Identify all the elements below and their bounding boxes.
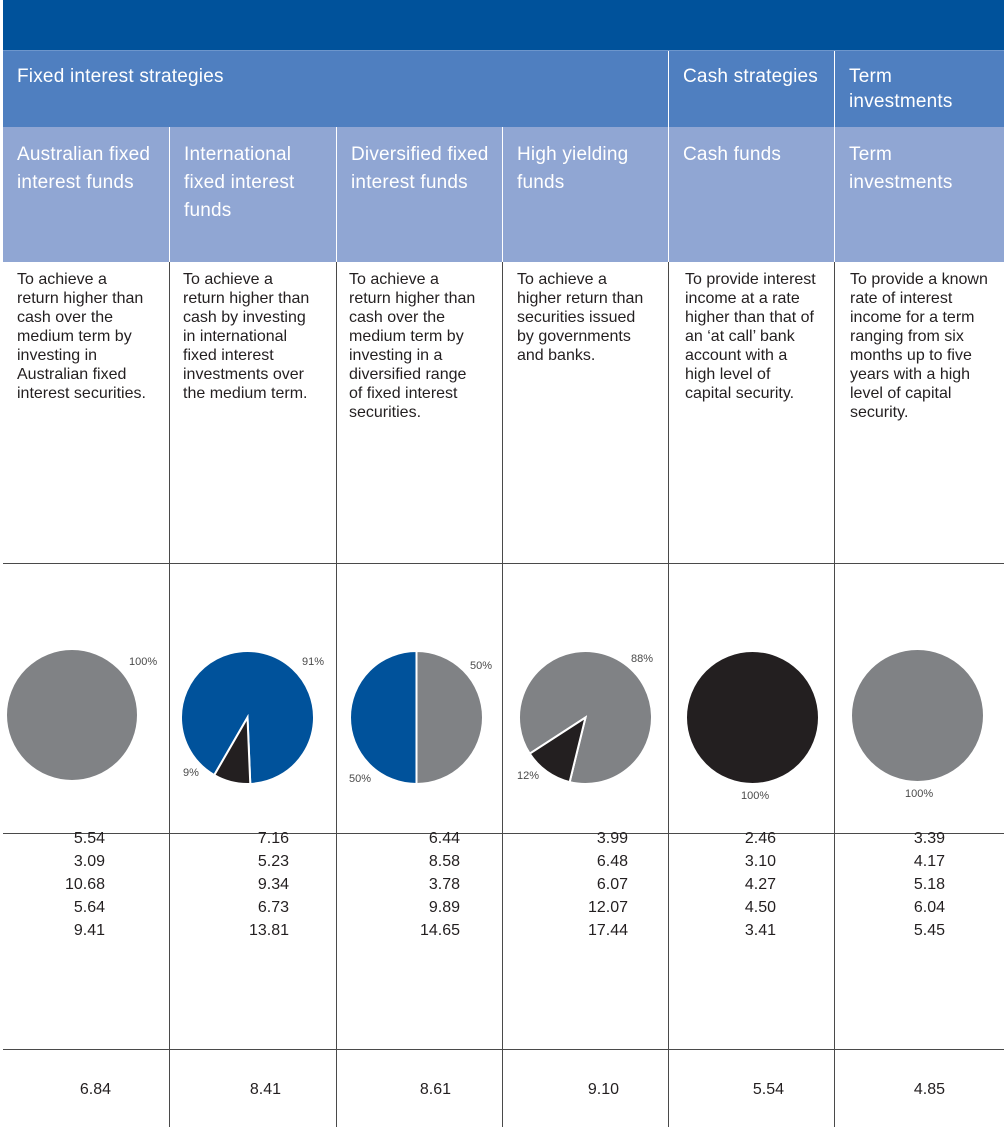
return-value: 5.54 (73, 830, 105, 847)
return-value: 9.89 (428, 899, 460, 916)
return-value: 3.41 (744, 922, 776, 939)
allocation-pie-australian (5, 648, 139, 782)
allocation-pie-diversified (349, 650, 484, 785)
objective-high-yielding: To achieve a higher return than securities issued by governments and banks. (517, 271, 644, 364)
return-value: 3.10 (744, 853, 776, 870)
pie-label: 50% (349, 773, 372, 785)
return-value: 3.39 (913, 830, 945, 847)
returns-term (885, 827, 945, 942)
grid-divider (502, 262, 503, 1127)
return-value: 8.58 (428, 853, 460, 870)
return-value: 6.48 (596, 853, 628, 870)
objective-term: To provide a known rate of interest income for a term ranging from six months up to five years with a high level of capital security. (850, 271, 988, 421)
return-value: 14.65 (419, 922, 460, 939)
fund-type-australian: Australian fixed interest funds (17, 144, 151, 193)
grid-divider (668, 262, 669, 1127)
return-value: 3.09 (73, 853, 105, 870)
objective-diversified: To achieve a return higher than cash over the medium term by investing in a diversified range of fixed interest securities. (349, 271, 476, 421)
allocation-pie-term (850, 648, 985, 783)
objective-international: To achieve a return higher than cash by investing in international fixed interest investments over the medium term. (183, 271, 310, 402)
average-high-yielding: 9.10 (587, 1081, 619, 1098)
pie-label: 100% (129, 656, 158, 668)
pie-label: 100% (741, 790, 770, 802)
column-divider (668, 127, 669, 262)
pie-label: 88% (631, 653, 654, 665)
return-value: 9.34 (257, 876, 289, 893)
return-value: 17.44 (587, 922, 628, 939)
return-value: 4.17 (913, 853, 945, 870)
pie-slice (686, 651, 819, 784)
fund-type-high-yielding: High yielding funds (517, 144, 629, 193)
row-divider (3, 1049, 1004, 1050)
objective-australian: To achieve a return higher than cash over the medium term by investing in Australian fixed interest securities. (17, 271, 146, 402)
return-value: 6.44 (428, 830, 460, 847)
returns-cash (716, 827, 776, 942)
returns-international (229, 827, 289, 942)
grid-divider (336, 262, 337, 1127)
fund-type-diversified: Diversified fixed interest funds (351, 144, 489, 193)
group-fixed-interest: Fixed interest strategies (17, 66, 224, 87)
return-value: 6.07 (596, 876, 628, 893)
return-value: 6.73 (257, 899, 289, 916)
average-international: 8.41 (249, 1081, 281, 1098)
returns-diversified (400, 827, 460, 942)
pie-label: 12% (517, 770, 540, 782)
return-value: 10.68 (64, 876, 105, 893)
strategy-group-row (3, 50, 1004, 127)
average-cash: 5.54 (752, 1081, 784, 1098)
fund-type-international: International fixed interest funds (184, 144, 295, 221)
return-value: 13.81 (248, 922, 289, 939)
allocation-pie-international (180, 650, 315, 785)
return-value: 2.46 (744, 830, 776, 847)
header-bar (3, 0, 1004, 50)
column-divider (169, 127, 170, 262)
column-divider (502, 127, 503, 262)
return-value: 4.27 (744, 876, 776, 893)
group-term: Term investments (849, 66, 953, 112)
pie-slice (851, 649, 984, 782)
return-value: 5.18 (913, 876, 945, 893)
grid-divider (169, 262, 170, 1127)
return-value: 9.41 (73, 922, 105, 939)
allocation-pie-high-yielding (518, 650, 653, 785)
grid-divider (834, 262, 835, 1127)
pie-label: 50% (470, 660, 493, 672)
row-divider (3, 833, 1004, 834)
pie-label: 100% (905, 788, 934, 800)
column-divider (336, 127, 337, 262)
return-value: 3.99 (596, 830, 628, 847)
pie-slice (6, 649, 138, 781)
average-diversified: 8.61 (419, 1081, 451, 1098)
group-divider (834, 51, 835, 127)
average-term: 4.85 (913, 1081, 945, 1098)
group-cash: Cash strategies (683, 66, 819, 87)
return-value: 6.04 (913, 899, 945, 916)
return-value: 5.45 (913, 922, 945, 939)
average-australian: 6.84 (79, 1081, 111, 1098)
pie-slice (350, 651, 417, 784)
return-value: 12.07 (587, 899, 628, 916)
pie-label: 9% (183, 767, 199, 779)
fund-type-row (3, 127, 1004, 262)
returns-australian (45, 827, 105, 942)
column-divider (834, 127, 835, 262)
return-value: 5.64 (73, 899, 105, 916)
row-divider (3, 563, 1004, 564)
return-value: 5.23 (257, 853, 289, 870)
fund-type-term: Term investments (849, 144, 953, 193)
allocation-pie-cash (685, 650, 820, 785)
return-value: 4.50 (744, 899, 776, 916)
return-value: 3.78 (428, 876, 460, 893)
fund-type-cash: Cash funds (683, 144, 782, 165)
objective-cash: To provide interest income at a rate higher than that of an ‘at call’ bank account with a high level of capital security. (685, 271, 816, 402)
return-value: 7.16 (257, 830, 289, 847)
pie-label: 91% (302, 656, 325, 668)
group-divider (668, 51, 669, 127)
returns-high-yielding (568, 827, 628, 942)
